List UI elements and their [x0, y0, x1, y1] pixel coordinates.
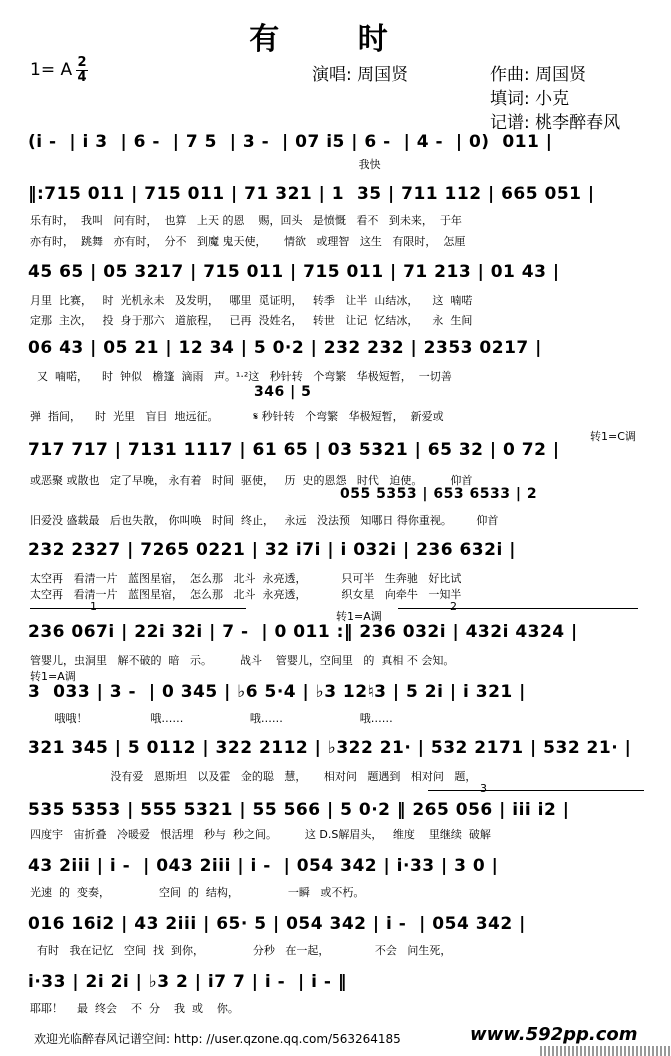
- time-signature: [76, 56, 88, 85]
- key-change-label: 转1=C调: [590, 430, 636, 443]
- score-row-6: 232 2327 | 7265 0221 | 32 i7i | i 032i | 236 632i |: [28, 540, 516, 560]
- score-row-9: 321 345 | 5 0112 | 322 2112 | ♭322 21· | 532 2171 | 532 21· |: [28, 738, 632, 758]
- key-change-label: 转1=A调: [30, 670, 76, 683]
- time-sig-top: 2: [77, 55, 87, 70]
- site-brand: www.592pp.com: [470, 1024, 638, 1045]
- composer: 作曲: 周国贤: [490, 65, 587, 85]
- volta-line-1: [30, 608, 246, 609]
- score-row-8: 3 033 | 3 - | 0 345 | ♭6 5·4 | ♭3 12♮3 | 5 2i | i 321 |: [28, 682, 526, 702]
- volta-label: 2: [450, 600, 457, 613]
- variant-phrase-1: 346 | 5: [254, 384, 312, 400]
- lyric-line: 我快: [30, 158, 381, 171]
- lyric-line: 有时 我在记忆 空间 找 到你， 分秒 在一起， 不会 问生死，: [30, 944, 452, 957]
- key-signature: 1= A: [30, 60, 73, 80]
- lyric-line: 四度宇 宙折叠 冷暖爱 恨活埋 秒与 秒之间。 这 D.S解眉头， 维度 里继续 破解: [30, 828, 491, 841]
- watermark-strip: [540, 1046, 670, 1056]
- score-row-2: ‖:715 011 | 715 011 | 71 321 | 1 35 | 711 112 | 665 051 |: [28, 184, 595, 204]
- footer-text: 欢迎光临醉春风记谱空间: http: //user.qzone.qq.com/563264185: [34, 1032, 401, 1046]
- lyric-line: 哦哦！ 哦…… 哦…… 哦……: [30, 712, 393, 725]
- lyric-line: 乐有时， 我叫 问有时， 也算 上天 的恩 赐，回头 是愤慨 看不 到未来， 于年: [30, 214, 462, 227]
- lyric-line: 月里 比赛， 时 光机永未 及发明， 哪里 觅证明， 转季 让半 山结冰， 这 喃喏: [30, 294, 473, 307]
- lyric-line: 弹 指间， 时 光里 盲目 地远征。 𝄋 秒针转 个弯繁 华极短暂， 新爱或: [30, 410, 444, 423]
- score-row-5: 717 717 | 7131 1117 | 61 65 | 03 5321 | 65 32 | 0 72 |: [28, 440, 560, 460]
- score-row-12: 016 16i2 | 43 2iii | 65· 5 | 054 342 | i - | 054 342 |: [28, 914, 526, 934]
- score-row-3: 45 65 | 05 3217 | 715 011 | 715 011 | 71 213 | 01 43 |: [28, 262, 560, 282]
- volta-label: 3: [480, 782, 487, 795]
- score-row-7: 236 067i | 22i 32i | 7 - | 0 011 :‖ 236 032i | 432i 4324 |: [28, 622, 578, 642]
- lyricist: 填词: 小克: [490, 89, 570, 109]
- lyric-line: 管婴儿，虫洞里 解不破的 暗 示。 战斗 管婴儿，空间里 的 真相 不 会知。: [30, 654, 455, 667]
- score-row-11: 43 2iii | i - | 043 2iii | i - | 054 342 | i·33 | 3 0 |: [28, 856, 499, 876]
- lyric-line: 定那 主次， 投 身于那六 道旅程， 已再 没姓名， 转世 让记 忆结冰， 永 生间: [30, 314, 473, 327]
- score-row-1: (i - | i 3 | 6 - | 7 5 | 3 - | 07 i5 | 6 - | 4 - | 0) 011 |: [28, 132, 553, 152]
- lyric-line: 太空再 看清一片 蓝图星宿， 怎么那 北斗 永亮透， 织女星 向牵牛 一知半: [30, 588, 462, 601]
- lyric-line: 太空再 看清一片 蓝图星宿， 怎么那 北斗 永亮透， 只可半 生奔驰 好比试: [30, 572, 462, 585]
- time-sig-bottom: 4: [77, 70, 87, 85]
- volta-label: 1: [90, 600, 97, 613]
- key-change-label: 转1=A调: [336, 610, 382, 623]
- score-row-10: 535 5353 | 555 5321 | 55 566 | 5 0·2 ‖ 265 056 | iii i2 |: [28, 800, 570, 820]
- lyric-line: 旧爱没 盛载最 后也失散， 你叫唤 时间 终止， 永远 没法预 知哪日 得你重视。 仰首: [30, 514, 499, 527]
- lyric-line: 光速 的 变奏， 空间 的 结构， 一瞬 或不朽。: [30, 886, 365, 899]
- singer: 演唱: 周国贤: [312, 65, 409, 85]
- song-title: 有 时: [249, 22, 422, 57]
- transcriber: 记谱: 桃李醉春风: [490, 113, 621, 133]
- variant-phrase-2: 055 5353 | 653 6533 | 2: [340, 486, 538, 502]
- volta-line-2: [398, 608, 638, 609]
- lyric-line: 耶耶！ 最 终会 不 分 我 或 你。: [30, 1002, 239, 1015]
- lyric-line: 或恶聚 或散也 定了早晚， 永有着 时间 驱使， 历 史的恩怨 时代 迫使。 仰首: [30, 474, 473, 487]
- score-row-4: 06 43 | 05 21 | 12 34 | 5 0·2 | 232 232 | 2353 0217 |: [28, 338, 542, 358]
- lyric-line: 没有爱 恩斯坦 以及霍 金的聪 慧， 相对问 题遇到 相对问 题，: [30, 770, 477, 783]
- lyric-line: 又 喃喏， 时 钟似 檐篷 滴雨 声。¹·²这 秒针转 个弯繁 华极短暂， 一切善: [30, 370, 452, 383]
- score-row-13: i·33 | 2i 2i | ♭3 2 | i7 7 | i - | i - ‖: [28, 972, 347, 992]
- lyric-line: 亦有时， 跳舞 亦有时， 分不 到魔 鬼天使， 情欲 或理智 这生 有限时， 怎厘: [30, 235, 466, 248]
- volta-line-3: [428, 790, 644, 791]
